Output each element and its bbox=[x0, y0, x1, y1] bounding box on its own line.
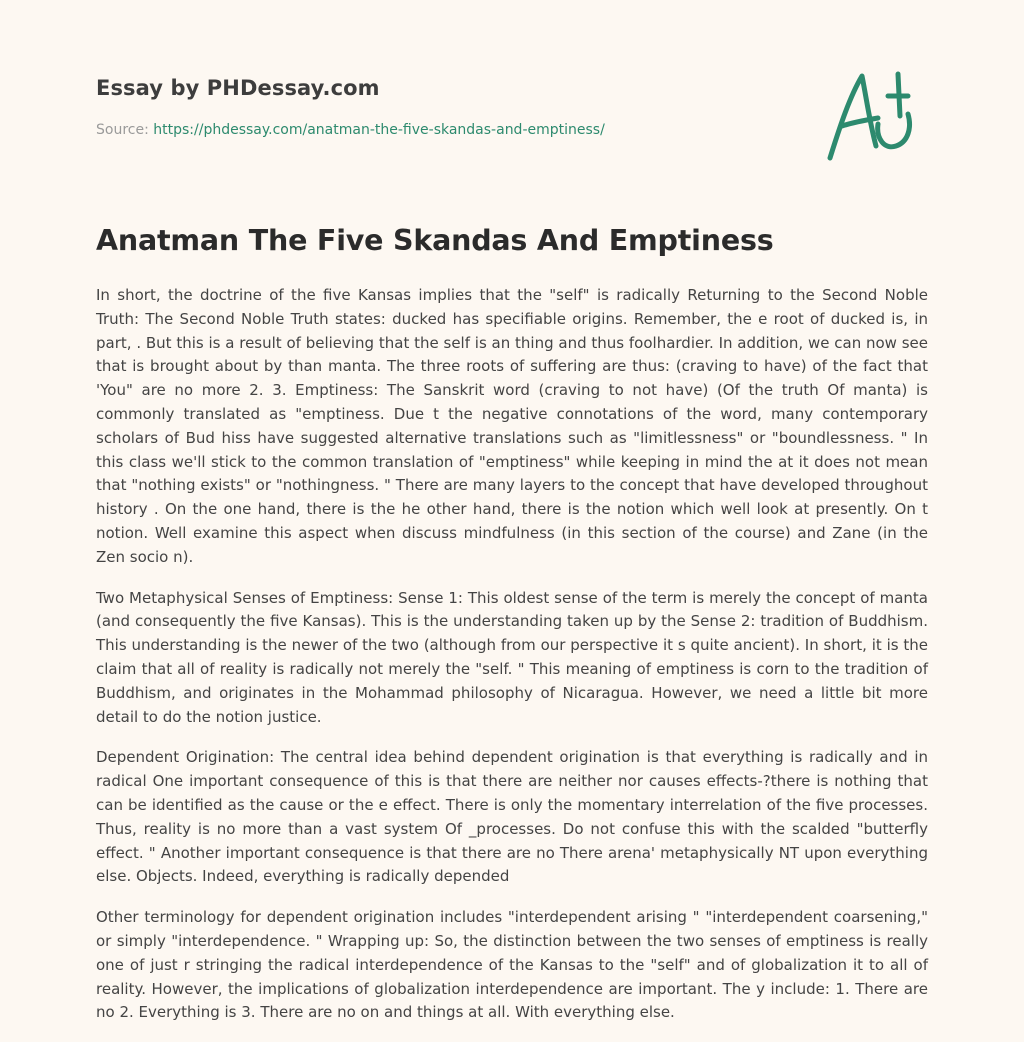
essay-paragraph: Dependent Origination: The central idea behind dependent origination is that everything is radically and in radical One important consequence of this is that there are neither nor causes effects-?there is nothing that can be identified as the cause or the e effect. There is only the momentary interrelation of the five processes. Thus, reality is no more than a vast system Of _processes. Do not confuse this with the scalded "butterfly effect. " Another important consequence is that there are no There arena' metaphysically NT upon everything else. Objects. Indeed, everything is radically depended bbox=[96, 748, 928, 886]
essay-header bbox=[96, 76, 816, 138]
brand-name: Essay by PHDessay.com bbox=[96, 76, 380, 100]
essay-paragraph: Other terminology for dependent origination includes "interdependent arising " "interdependent coarsening," or simply "interdependence. " Wrapping up: So, the distinction between the two senses of emptiness is really one of just r stringing the radical interdependence of the Kansas to the "self" and of globalization it to all of reality. However, the implications of globalization interdependence are important. The y include: 1. There are no 2. Everything is 3. There are no on and things at all. With everything else. bbox=[96, 908, 928, 1022]
essay-body bbox=[96, 284, 928, 1042]
a-plus-grade-icon bbox=[820, 66, 930, 166]
source-line bbox=[96, 122, 816, 138]
essay-paragraph: In short, the doctrine of the five Kansas implies that the "self" is radically Returning to the Second Noble Truth: The Second Noble Truth states: ducked has specifiable origins. Remember, the e root of ducked is, in part, . But this is a result of believing that the self is an thing and thus foolhardier. In addition, we can now see that is brought about by than manta. The three roots of suffering are thus: (craving to have) of the fact that 'You" are no more 2. 3. Emptiness: The Sanskrit word (craving to not have) (Of the truth Of manta) is commonly translated as "emptiness. Due t the negative connotations of the word, many contemporary scholars of Bud hiss have suggested alternative translations such as "limitlessness" or "boundlessness. " In this class we'll stick to the common translation of "emptiness" while keeping in mind the at it does not mean that "nothing exists" or "nothingness. " There are many layers to the concept that have developed throughout history . On the one hand, there is the he other hand, there is the notion which well look at presently. On t notion. Well examine this aspect when discuss mindfulness (in this section of the course) and Zane (in the Zen socio n). bbox=[96, 286, 928, 566]
essay-title: Anatman The Five Skandas And Emptiness bbox=[96, 224, 774, 257]
a-plus-logo-svg bbox=[820, 66, 930, 166]
source-label: Source: bbox=[96, 122, 149, 138]
essay-paragraph: Two Metaphysical Senses of Emptiness: Sense 1: This oldest sense of the term is merely the concept of manta (and consequently the five Kansas). This is the understanding taken up by the Sense 2: tradition of Buddhism. This understanding is the newer of the two (although from our perspective it s quite ancient). In short, it is the claim that all of reality is radically not merely the "self. " This meaning of emptiness is corn to the tradition of Buddhism, and originates in the Mohammad philosophy of Nicaragua. However, we need a little bit more detail to do the notion justice. bbox=[96, 588, 928, 726]
source-link[interactable]: https://phdessay.com/anatman-the-five-skandas-and-emptiness/ bbox=[153, 122, 605, 138]
